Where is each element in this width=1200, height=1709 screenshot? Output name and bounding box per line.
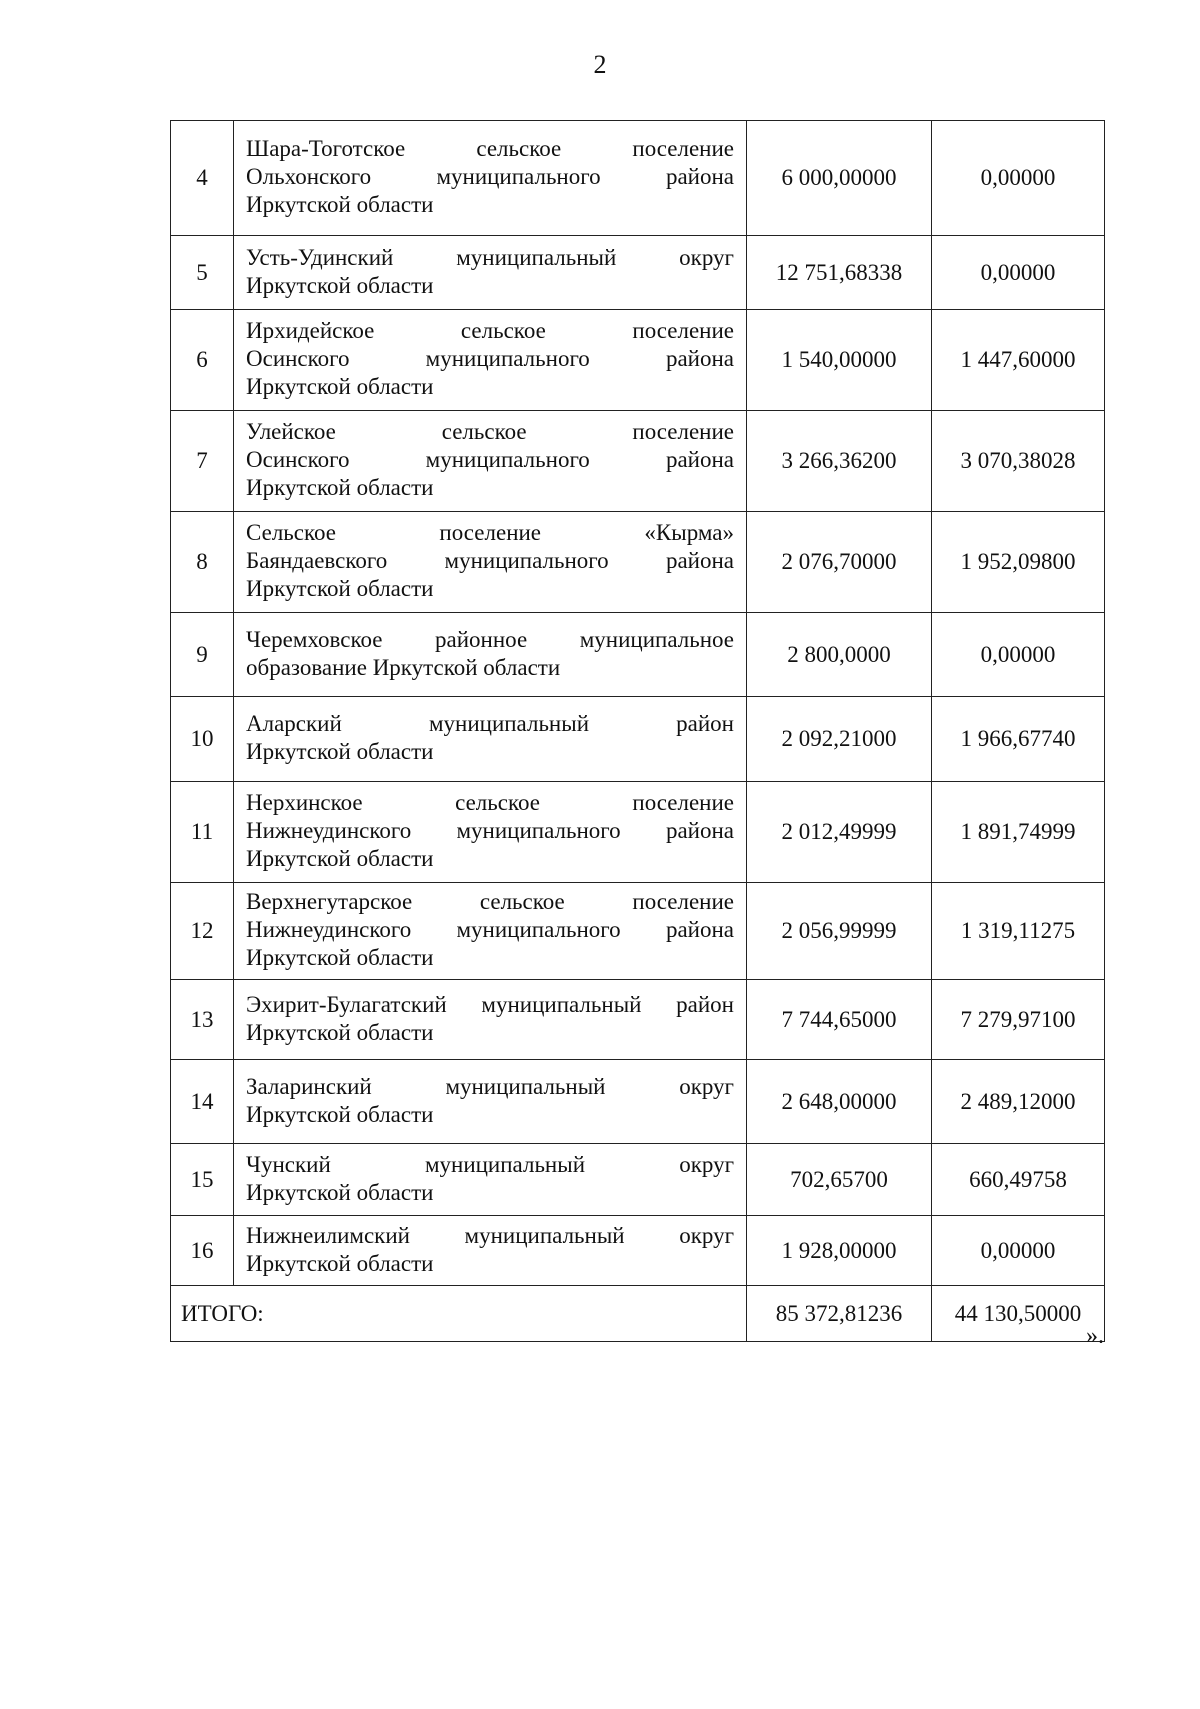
row-number: 6: [171, 310, 234, 411]
row-number: 15: [171, 1144, 234, 1216]
name-line: Усть-Удинский муниципальный округ: [246, 244, 734, 270]
name-line: Иркутской области: [246, 475, 434, 500]
total-amount: 85 372,81236: [747, 1286, 932, 1342]
name-line: Ирхидейское сельское поселение: [246, 318, 734, 343]
row-number: 12: [171, 883, 234, 980]
municipality-name: [234, 512, 747, 613]
name-line: Чунский муниципальный округ: [246, 1151, 734, 1177]
municipality-name: [234, 236, 747, 310]
municipality-name: [234, 613, 747, 697]
amount-regional: 3 070,38028: [932, 411, 1105, 512]
amount-regional: 0,00000: [932, 236, 1105, 310]
amount-total: 12 751,68338: [747, 236, 932, 310]
closing-quote: ».: [1086, 1323, 1104, 1349]
table-row: [171, 1144, 1105, 1216]
name-line: Иркутской области: [246, 1250, 434, 1276]
table-row: [171, 1216, 1105, 1286]
amount-regional: 0,00000: [932, 1216, 1105, 1286]
name-line: Баяндаевского муниципального района: [246, 548, 734, 573]
table-row: [171, 697, 1105, 782]
name-line: Эхирит-Булагатский муниципальный район: [246, 991, 734, 1017]
name-line: Нижнеудинского муниципального района: [246, 917, 734, 942]
name-line: Нижнеудинского муниципального района: [246, 818, 734, 843]
name-line: Заларинский муниципальный округ: [246, 1073, 734, 1099]
name-line: Осинского муниципального района: [246, 447, 734, 472]
name-line: Иркутской области: [246, 374, 434, 399]
row-number: 11: [171, 782, 234, 883]
name-line: Черемховское районное муниципальное: [246, 626, 734, 652]
amount-total: 2 076,70000: [747, 512, 932, 613]
row-number: 4: [171, 121, 234, 236]
name-line: образование Иркутской области: [246, 654, 561, 680]
total-amount-regional: 44 130,50000: [932, 1286, 1105, 1342]
municipality-name: [234, 883, 747, 980]
name-line: Ольхонского муниципального района: [246, 164, 734, 189]
amount-regional: 2 489,12000: [932, 1060, 1105, 1144]
amount-regional: 660,49758: [932, 1144, 1105, 1216]
amount-total: 702,65700: [747, 1144, 932, 1216]
amount-total: 2 056,99999: [747, 883, 932, 980]
amount-regional: 0,00000: [932, 613, 1105, 697]
name-line: Шара-Тоготское сельское поселение: [246, 136, 734, 161]
amount-total: 2 012,49999: [747, 782, 932, 883]
name-line: Иркутской области: [246, 846, 434, 871]
table-row: [171, 121, 1105, 236]
amount-regional: 1 966,67740: [932, 697, 1105, 782]
table-row: [171, 1060, 1105, 1144]
amount-regional: 0,00000: [932, 121, 1105, 236]
municipality-name: [234, 1216, 747, 1286]
name-line: Верхнегутарское сельское поселение: [246, 889, 734, 914]
name-line: Иркутской области: [246, 1179, 434, 1205]
municipality-name: [234, 1060, 747, 1144]
amount-total: 2 800,0000: [747, 613, 932, 697]
row-number: 9: [171, 613, 234, 697]
name-line: Нижнеилимский муниципальный округ: [246, 1222, 734, 1248]
name-line: Аларский муниципальный район: [246, 711, 734, 736]
total-label: ИТОГО:: [171, 1286, 747, 1342]
name-line: Иркутской области: [246, 1101, 434, 1127]
amount-regional: 1 891,74999: [932, 782, 1105, 883]
municipality-name: [234, 121, 747, 236]
amount-total: 1 540,00000: [747, 310, 932, 411]
row-number: 5: [171, 236, 234, 310]
name-line: Иркутской области: [246, 576, 434, 601]
amount-total: 6 000,00000: [747, 121, 932, 236]
allocation-table: [170, 120, 1105, 1342]
total-row: [171, 1286, 1105, 1342]
row-number: 8: [171, 512, 234, 613]
table-row: [171, 310, 1105, 411]
name-line: Иркутской области: [246, 945, 434, 970]
name-line: Иркутской области: [246, 192, 434, 217]
row-number: 7: [171, 411, 234, 512]
row-number: 14: [171, 1060, 234, 1144]
amount-total: 2 092,21000: [747, 697, 932, 782]
name-line: Улейское сельское поселение: [246, 419, 734, 444]
municipality-name: [234, 980, 747, 1060]
name-line: Иркутской области: [246, 1019, 434, 1045]
amount-regional: 1 447,60000: [932, 310, 1105, 411]
name-line: Нерхинское сельское поселение: [246, 790, 734, 815]
table-row: [171, 782, 1105, 883]
table-row: [171, 883, 1105, 980]
name-line: Иркутской области: [246, 739, 434, 764]
amount-regional: 1 319,11275: [932, 883, 1105, 980]
amount-regional: 1 952,09800: [932, 512, 1105, 613]
amount-total: 7 744,65000: [747, 980, 932, 1060]
municipality-name: [234, 1144, 747, 1216]
amount-total: 3 266,36200: [747, 411, 932, 512]
municipality-name: [234, 782, 747, 883]
amount-total: 2 648,00000: [747, 1060, 932, 1144]
table-row: [171, 236, 1105, 310]
municipality-name: [234, 411, 747, 512]
name-line: Осинского муниципального района: [246, 346, 734, 371]
table-row: [171, 613, 1105, 697]
municipality-name: [234, 697, 747, 782]
amount-regional: 7 279,97100: [932, 980, 1105, 1060]
amount-total: 1 928,00000: [747, 1216, 932, 1286]
name-line: Сельское поселение «Кырма»: [246, 520, 734, 545]
table-row: [171, 411, 1105, 512]
table-row: [171, 512, 1105, 613]
row-number: 10: [171, 697, 234, 782]
table-row: [171, 980, 1105, 1060]
municipality-name: [234, 310, 747, 411]
row-number: 16: [171, 1216, 234, 1286]
name-line: Иркутской области: [246, 272, 434, 298]
page-number: 2: [593, 50, 607, 79]
row-number: 13: [171, 980, 234, 1060]
